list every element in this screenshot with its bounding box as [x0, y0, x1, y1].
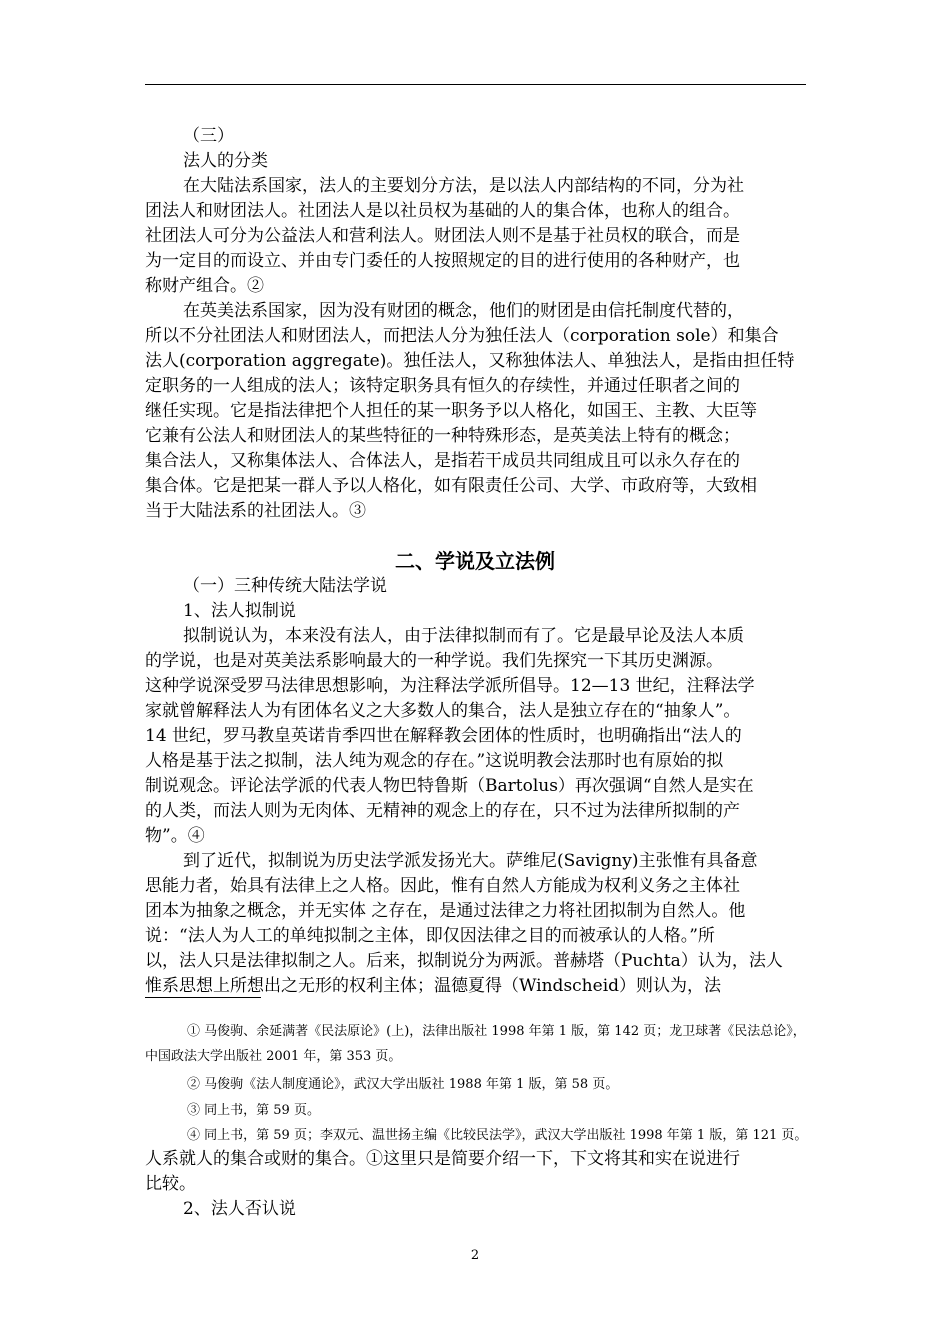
- paragraph-line: 制说观念。评论法学派的代表人物巴特鲁斯（Bartolus）再次强调“自然人是实在: [145, 776, 754, 796]
- footnote: ② 马俊驹《法人制度通论》，武汉大学出版社 1988 年第 1 版，第 58 页。: [187, 1077, 619, 1092]
- paragraph-line: 说：“法人为人工的单纯拟制之主体，即仅因法律之目的而被承认的人格。”所: [145, 926, 715, 946]
- subsection-title: （一）三种传统大陆法学说: [183, 576, 387, 596]
- paragraph-line: 集合法人，又称集体法人、合体法人，是指若干成员共同组成且可以永久存在的: [145, 451, 740, 471]
- footnote: ① 马俊驹、余延满著《民法原论》(上)，法律出版社 1998 年第 1 版，第 142 页；龙卫球著《民法总论》，: [187, 1024, 806, 1039]
- paragraph-line: 继任实现。它是指法律把个人担任的某一职务予以人格化，如国王、主教、大臣等: [145, 401, 757, 421]
- paragraph-line: 团法人和财团法人。社团法人是以社员权为基础的人的集合体，也称人的组合。: [145, 201, 740, 221]
- header-rule: [145, 84, 806, 85]
- paragraph-line: 所以不分社团法人和财团法人，而把法人分为独任法人（corporation sole）和集合: [145, 326, 779, 346]
- paragraph-line: 在英美法系国家，因为没有财团的概念，他们的财团是由信托制度代替的，: [183, 301, 744, 321]
- paragraph-line: 14 世纪，罗马教皇英诺肯季四世在解释教会团体的性质时，也明确指出“法人的: [145, 726, 742, 746]
- paragraph-line: 定职务的一人组成的法人；该特定职务具有恒久的存续性，并通过任职者之间的: [145, 376, 740, 396]
- paragraph-line: 这种学说深受罗马法律思想影响，为注释法学派所倡导。12—13 世纪，注释法学: [145, 676, 755, 696]
- paragraph-line: 人系就人的集合或财的集合。①这里只是简要介绍一下，下文将其和实在说进行: [145, 1149, 740, 1169]
- paragraph-line: 以，法人只是法律拟制之人。后来，拟制说分为两派。普赫塔（Puchta）认为，法人: [145, 951, 783, 971]
- item-title: 1、法人拟制说: [183, 601, 296, 621]
- paragraph-line: 的学说，也是对英美法系影响最大的一种学说。我们先探究一下其历史渊源。: [145, 651, 723, 671]
- paragraph-line: 在大陆法系国家，法人的主要划分方法，是以法人内部结构的不同，分为社: [183, 176, 744, 196]
- section-number: （三）: [183, 126, 234, 146]
- footnote-separator: [145, 997, 261, 998]
- section-heading: 二、学说及立法例: [395, 549, 555, 573]
- paragraph-line: 到了近代，拟制说为历史法学派发扬光大。萨维尼(Savigny)主张惟有具备意: [183, 851, 758, 871]
- paragraph-line: 人格是基于法之拟制，法人纯为观念的存在。”这说明教会法那时也有原始的拟: [145, 751, 724, 771]
- paragraph-line: 比较。: [145, 1174, 196, 1194]
- paragraph-line: 称财产组合。②: [145, 276, 264, 296]
- paragraph-line: 当于大陆法系的社团法人。③: [145, 501, 366, 521]
- paragraph-line: 物”。④: [145, 826, 205, 846]
- paragraph-line: 的人类，而法人则为无肉体、无精神的观念上的存在，只不过为法律所拟制的产: [145, 801, 740, 821]
- paragraph-line: 它兼有公法人和财团法人的某些特征的一种特殊形态，是英美法上特有的概念；: [145, 426, 740, 446]
- paragraph-line: 家就曾解释法人为有团体名义之大多数人的集合，法人是独立存在的“抽象人”。: [145, 701, 741, 721]
- paragraph-line: 法人(corporation aggregate)。独任法人，又称独体法人、单独法人，是指由担任特: [145, 351, 795, 371]
- paragraph-line: 思能力者，始具有法律上之人格。因此，惟有自然人方能成为权利义务之主体社: [145, 876, 740, 896]
- paragraph-line: 为一定目的而设立、并由专门委任的人按照规定的目的进行使用的各种财产，也: [145, 251, 740, 271]
- footnote: ④ 同上书，第 59 页；李双元、温世扬主编《比较民法学》，武汉大学出版社 1998 年第 1 版，第 121 页。: [187, 1128, 808, 1143]
- paragraph-line: 社团法人可分为公益法人和营利法人。财团法人则不是基于社员权的联合，而是: [145, 226, 740, 246]
- section-title: 法人的分类: [183, 151, 268, 171]
- page-number: 2: [470, 1248, 480, 1263]
- item-title: 2、法人否认说: [183, 1199, 296, 1219]
- footnote: ③ 同上书，第 59 页。: [187, 1103, 320, 1118]
- footnote: 中国政法大学出版社 2001 年，第 353 页。: [145, 1049, 402, 1064]
- paragraph-line: 团本为抽象之概念，并无实体 之存在，是通过法律之力将社团拟制为自然人。他: [145, 901, 746, 921]
- paragraph-line: 惟系思想上所想出之无形的权利主体；温德夏得（Windscheid）则认为，法: [145, 976, 722, 996]
- paragraph-line: 拟制说认为，本来没有法人，由于法律拟制而有了。它是最早论及法人本质: [183, 626, 744, 646]
- paragraph-line: 集合体。它是把某一群人予以人格化，如有限责任公司、大学、市政府等，大致相: [145, 476, 757, 496]
